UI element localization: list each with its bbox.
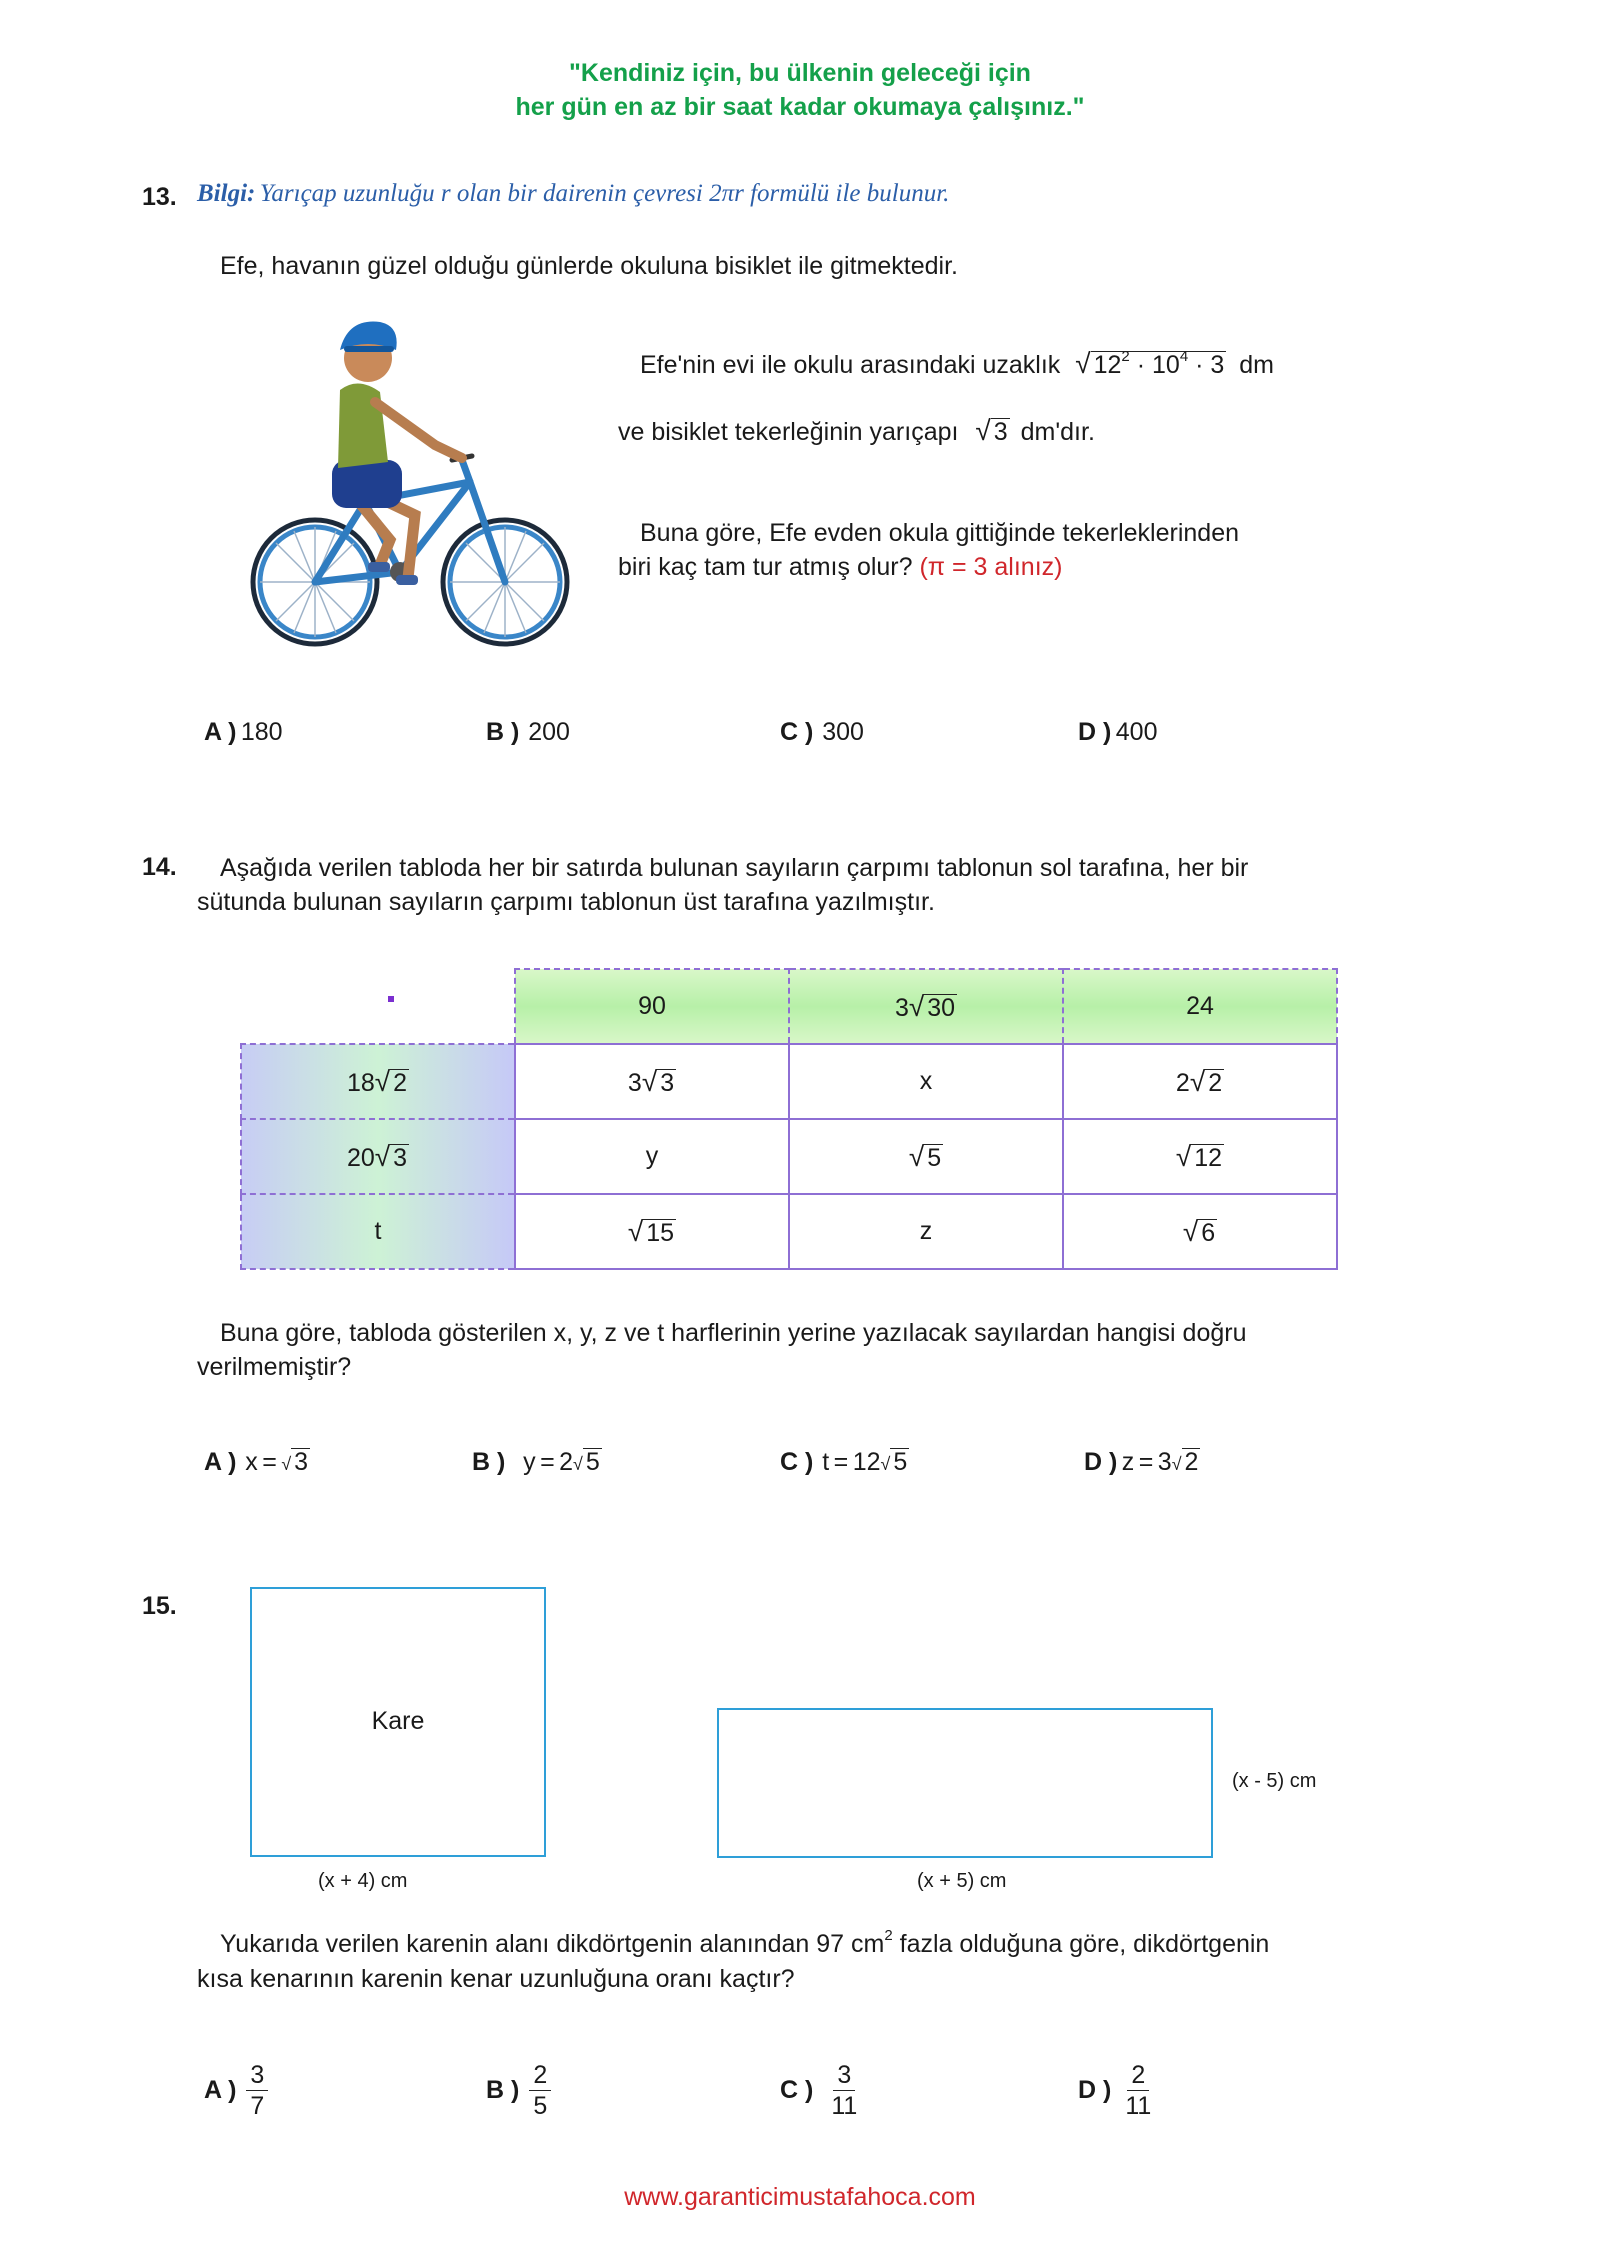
rectangle-shape — [717, 1708, 1213, 1858]
radius-radical — [975, 415, 1009, 446]
cell-coef: 3 — [627, 1068, 642, 1097]
q14-option-a[interactable] — [204, 1448, 310, 1477]
option-label: B ) — [486, 718, 520, 746]
radicand-3: 3 — [1210, 351, 1225, 379]
option-radicand: 5 — [890, 1448, 909, 1475]
fraction-numerator: 3 — [833, 2060, 855, 2091]
table-row — [241, 1194, 1337, 1269]
option-eq: = — [1138, 1448, 1154, 1476]
question-text: fazla olduğuna göre, dikdörtgenin — [892, 1930, 1270, 1958]
q14-question-line2: verilmemiştir? — [197, 1353, 352, 1381]
cell-coef: 18 — [346, 1068, 375, 1097]
option-eq: = — [833, 1448, 849, 1476]
radical-sign: √ — [374, 1140, 391, 1172]
cell-radicand: 5 — [924, 1144, 943, 1171]
cell-radicand: 2 — [390, 1069, 409, 1096]
option-eq: = — [540, 1448, 555, 1476]
cyclist-illustration — [240, 310, 580, 650]
cell-variable: y — [645, 1142, 659, 1170]
option-value: 400 — [1115, 718, 1158, 746]
exp-2: 2 — [884, 1927, 893, 1944]
option-var: t — [822, 1448, 830, 1476]
option-fraction — [1121, 2060, 1155, 2121]
option-fraction — [827, 2060, 861, 2121]
cell-radicand: 6 — [1198, 1219, 1217, 1246]
q13-option-d[interactable] — [1078, 718, 1158, 747]
q13-option-a[interactable] — [204, 718, 283, 747]
cell-variable: x — [919, 1067, 933, 1095]
question-14-number: 14. — [142, 853, 177, 881]
q14-text-line1: Aşağıda verilen tabloda her bir satırda bulunan sayıların çarpımı tablonun sol tarafına, her bir — [220, 854, 1249, 882]
option-fraction — [246, 2060, 268, 2121]
q15-option-b[interactable] — [486, 2060, 551, 2121]
option-coef: 12 — [852, 1448, 881, 1476]
q14-text-line2: sütunda bulunan sayıların çarpımı tablonun üst tarafına yazılmıştır. — [197, 888, 935, 916]
radius-radicand: 3 — [991, 418, 1010, 445]
radical-sign: √ — [908, 1140, 925, 1172]
fraction-denominator: 5 — [533, 2092, 548, 2120]
option-value: 180 — [240, 718, 283, 746]
cell-radicand: 30 — [924, 994, 957, 1021]
mult-dot: · — [1195, 351, 1204, 379]
cell-radicand: 15 — [643, 1219, 676, 1246]
option-label: B ) — [472, 1448, 506, 1476]
option-radicand: 2 — [1182, 1448, 1201, 1475]
table-corner — [241, 969, 515, 1044]
option-coef: 3 — [1157, 1448, 1172, 1476]
column-product-2 — [789, 969, 1063, 1044]
q13-question-line1: Buna göre, Efe evden okula gittiğinde tekerleklerinden — [640, 519, 1240, 547]
q15-option-d[interactable] — [1078, 2060, 1155, 2121]
q15-question-line1 — [220, 1927, 1269, 1961]
q15-question-line2: kısa kenarının karenin kenar uzunluğuna oranı kaçtır? — [197, 1965, 795, 1993]
distance-unit: dm — [1239, 351, 1274, 379]
fraction-denominator: 11 — [831, 2092, 858, 2120]
footer-link[interactable]: www.garanticimustafahoca.com — [624, 2183, 976, 2211]
radical-sign: √ — [1182, 1215, 1199, 1247]
option-label: A ) — [204, 718, 237, 746]
option-label: C ) — [780, 718, 814, 746]
fraction-numerator: 2 — [529, 2060, 551, 2091]
option-value: 200 — [528, 718, 570, 746]
radical-sign: √ — [908, 990, 925, 1022]
cell-r3c3 — [1063, 1194, 1337, 1269]
q13-question-line2 — [618, 550, 1062, 584]
radical-sign: √ — [880, 1454, 891, 1474]
option-var: x — [245, 1448, 258, 1476]
option-label: A ) — [204, 2076, 237, 2104]
q13-distance-line — [640, 347, 1274, 382]
row-product-3 — [241, 1194, 515, 1269]
radical-sign: √ — [975, 415, 991, 446]
question-text: Yukarıda verilen karenin alanı dikdörtgenin alanından 97 cm — [220, 1930, 885, 1958]
distance-radicand — [1091, 348, 1227, 379]
question-15-number: 15. — [142, 1592, 177, 1620]
option-label: C ) — [780, 2076, 814, 2104]
radical-sign: √ — [627, 1215, 644, 1247]
fraction-numerator: 3 — [246, 2060, 268, 2091]
option-var: z — [1121, 1448, 1135, 1476]
bilgi-text: Yarıçap uzunluğu r olan bir dairenin çevresi 2πr formülü ile bulunur. — [259, 180, 950, 207]
cell-r2c1 — [515, 1119, 789, 1194]
cell-coef: 3 — [894, 993, 909, 1022]
cell-r1c1 — [515, 1044, 789, 1119]
radius-text: ve bisiklet tekerleğinin yarıçapı — [618, 418, 959, 446]
question-text: biri kaç tam tur atmış olur? — [618, 553, 913, 581]
square-side-label: (x + 4) cm — [318, 1870, 408, 1892]
header-quote-line1: "Kendiniz için, bu ülkenin geleceği için — [569, 59, 1031, 87]
radical-sign: √ — [641, 1065, 658, 1097]
cell-variable: z — [919, 1217, 933, 1245]
cell-radicand: 3 — [657, 1069, 676, 1096]
cell-coef: 20 — [346, 1143, 375, 1172]
column-product-3 — [1063, 969, 1337, 1044]
radicand-10: 10 — [1152, 351, 1180, 379]
option-label: A ) — [204, 1448, 237, 1476]
cell-value: 24 — [1186, 992, 1214, 1020]
q13-option-c[interactable] — [780, 718, 864, 747]
q13-intro: Efe, havanın güzel olduğu günlerde okuluna bisiklet ile gitmektedir. — [220, 252, 958, 280]
cell-r3c1 — [515, 1194, 789, 1269]
fraction-denominator: 11 — [1125, 2092, 1152, 2120]
cell-radicand: 2 — [1205, 1069, 1224, 1096]
cell-variable: t — [374, 1217, 382, 1245]
option-eq: = — [262, 1448, 277, 1476]
radical-sign: √ — [1075, 348, 1091, 379]
radicand-12: 12 — [1093, 351, 1122, 379]
q13-radius-line — [618, 414, 1095, 449]
option-label: D ) — [1084, 1448, 1118, 1476]
cell-r2c2 — [789, 1119, 1063, 1194]
column-product-1 — [515, 969, 789, 1044]
table-row — [241, 1119, 1337, 1194]
rectangle-long-side-label: (x + 5) cm — [917, 1870, 1007, 1892]
question-13-number: 13. — [142, 183, 177, 211]
radical-sign: √ — [374, 1065, 391, 1097]
q14-option-c[interactable] — [780, 1448, 909, 1477]
cell-r2c3 — [1063, 1119, 1337, 1194]
q15-option-a[interactable] — [204, 2060, 268, 2121]
fraction-denominator: 7 — [250, 2092, 265, 2120]
table-header-row — [241, 969, 1337, 1044]
cell-r1c3 — [1063, 1044, 1337, 1119]
square-label: Kare — [371, 1707, 425, 1735]
radius-unit: dm'dır. — [1020, 418, 1095, 446]
q13-bilgi — [197, 180, 949, 208]
table-row — [241, 1044, 1337, 1119]
distance-radical — [1075, 348, 1226, 379]
cell-coef: 2 — [1175, 1068, 1190, 1097]
pi-note: (π = 3 alınız) — [919, 553, 1063, 581]
q15-option-c[interactable] — [780, 2060, 861, 2121]
radical-sign: √ — [573, 1454, 583, 1474]
cell-r1c2 — [789, 1044, 1063, 1119]
q14-option-d[interactable] — [1084, 1448, 1200, 1477]
fraction-numerator: 2 — [1127, 2060, 1149, 2091]
option-label: D ) — [1078, 2076, 1112, 2104]
option-fraction — [529, 2060, 551, 2121]
bilgi-label: Bilgi: — [197, 180, 256, 207]
q13-option-b[interactable] — [486, 718, 570, 747]
exp-4: 4 — [1179, 348, 1189, 365]
exp-2: 2 — [1121, 348, 1130, 365]
cell-r3c2 — [789, 1194, 1063, 1269]
product-table — [240, 968, 1338, 1270]
q14-option-b[interactable] — [472, 1448, 602, 1477]
row-product-2 — [241, 1119, 515, 1194]
header-quote-line2: her gün en az bir saat kadar okumaya çalışınız." — [515, 93, 1085, 121]
radical-sign: √ — [1171, 1454, 1182, 1474]
radical-sign: √ — [281, 1454, 292, 1474]
option-label: D ) — [1078, 718, 1112, 746]
option-radicand: 3 — [291, 1448, 310, 1475]
cell-value: 90 — [638, 992, 666, 1020]
rectangle-short-side-label: (x - 5) cm — [1232, 1770, 1317, 1792]
mult-dot: · — [1136, 351, 1146, 379]
option-var: y — [523, 1448, 536, 1476]
cell-radicand: 3 — [390, 1144, 409, 1171]
distance-text: Efe'nin evi ile okulu arasındaki uzaklık — [640, 351, 1061, 379]
option-label: C ) — [780, 1448, 814, 1476]
radical-sign: √ — [1175, 1140, 1192, 1172]
option-value: 300 — [822, 718, 864, 746]
q14-question-line1: Buna göre, tabloda gösterilen x, y, z ve t harflerinin yerine yazılacak sayılardan hangisi doğru — [220, 1319, 1247, 1347]
row-product-1 — [241, 1044, 515, 1119]
cell-radicand: 12 — [1191, 1144, 1224, 1171]
radical-sign: √ — [1189, 1065, 1206, 1097]
option-coef: 2 — [559, 1448, 574, 1476]
option-label: B ) — [486, 2076, 520, 2104]
option-radicand: 5 — [583, 1448, 602, 1475]
